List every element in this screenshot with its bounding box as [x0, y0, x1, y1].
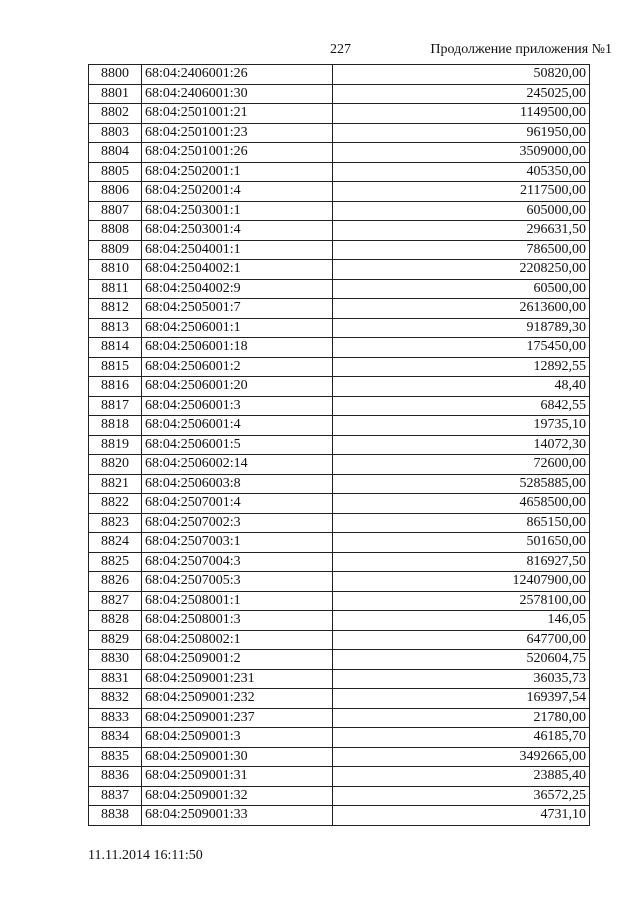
cadastral-value: 245025,00 [333, 84, 590, 104]
table-row [89, 279, 590, 299]
cadastral-number: 68:04:2504001:1 [142, 240, 333, 260]
cadastral-value-table [88, 64, 590, 826]
table-row [89, 221, 590, 241]
page-number: 227 [330, 42, 351, 57]
cadastral-value: 605000,00 [333, 201, 590, 221]
cadastral-number: 68:04:2506001:20 [142, 377, 333, 397]
cadastral-value: 36035,73 [333, 669, 590, 689]
cadastral-number: 68:04:2506001:18 [142, 338, 333, 358]
cadastral-number: 68:04:2505001:7 [142, 299, 333, 319]
cadastral-value: 5285885,00 [333, 474, 590, 494]
row-number: 8836 [89, 767, 142, 787]
cadastral-number: 68:04:2509001:3 [142, 728, 333, 748]
table-row [89, 728, 590, 748]
row-number: 8838 [89, 806, 142, 826]
cadastral-number: 68:04:2504002:1 [142, 260, 333, 280]
table-row [89, 377, 590, 397]
cadastral-value: 1149500,00 [333, 104, 590, 124]
cadastral-value: 2613600,00 [333, 299, 590, 319]
row-number: 8835 [89, 747, 142, 767]
table-row [89, 494, 590, 514]
table-row [89, 513, 590, 533]
row-number: 8825 [89, 552, 142, 572]
table-row [89, 416, 590, 436]
table-row [89, 201, 590, 221]
cadastral-number: 68:04:2406001:30 [142, 84, 333, 104]
row-number: 8830 [89, 650, 142, 670]
cadastral-value: 2117500,00 [333, 182, 590, 202]
cadastral-number: 68:04:2509001:30 [142, 747, 333, 767]
table-row [89, 182, 590, 202]
row-number: 8809 [89, 240, 142, 260]
row-number: 8801 [89, 84, 142, 104]
continuation-title: Продолжение приложения №1 [430, 42, 612, 57]
cadastral-number: 68:04:2503001:4 [142, 221, 333, 241]
cadastral-number: 68:04:2508001:3 [142, 611, 333, 631]
table-row [89, 767, 590, 787]
cadastral-number: 68:04:2506001:5 [142, 435, 333, 455]
cadastral-number: 68:04:2504002:9 [142, 279, 333, 299]
cadastral-number: 68:04:2506001:2 [142, 357, 333, 377]
cadastral-number: 68:04:2506001:3 [142, 396, 333, 416]
table-row [89, 591, 590, 611]
row-number: 8813 [89, 318, 142, 338]
table-row [89, 611, 590, 631]
row-number: 8826 [89, 572, 142, 592]
cadastral-value: 961950,00 [333, 123, 590, 143]
cadastral-value: 865150,00 [333, 513, 590, 533]
row-number: 8827 [89, 591, 142, 611]
row-number: 8815 [89, 357, 142, 377]
table-row [89, 357, 590, 377]
table-row [89, 650, 590, 670]
table-row [89, 669, 590, 689]
table-row [89, 455, 590, 475]
cadastral-value: 2578100,00 [333, 591, 590, 611]
table-row [89, 65, 590, 85]
cadastral-number: 68:04:2502001:1 [142, 162, 333, 182]
row-number: 8824 [89, 533, 142, 553]
cadastral-value: 3509000,00 [333, 143, 590, 163]
cadastral-value: 21780,00 [333, 708, 590, 728]
cadastral-number: 68:04:2507002:3 [142, 513, 333, 533]
row-number: 8804 [89, 143, 142, 163]
cadastral-value: 296631,50 [333, 221, 590, 241]
cadastral-value: 6842,55 [333, 396, 590, 416]
table-row [89, 552, 590, 572]
row-number: 8807 [89, 201, 142, 221]
cadastral-number: 68:04:2509001:31 [142, 767, 333, 787]
row-number: 8800 [89, 65, 142, 85]
cadastral-value: 4658500,00 [333, 494, 590, 514]
row-number: 8810 [89, 260, 142, 280]
cadastral-number: 68:04:2507003:1 [142, 533, 333, 553]
cadastral-value: 816927,50 [333, 552, 590, 572]
table-row [89, 786, 590, 806]
row-number: 8818 [89, 416, 142, 436]
row-number: 8837 [89, 786, 142, 806]
table-body [89, 65, 590, 826]
row-number: 8834 [89, 728, 142, 748]
cadastral-number: 68:04:2507001:4 [142, 494, 333, 514]
cadastral-number: 68:04:2509001:231 [142, 669, 333, 689]
row-number: 8817 [89, 396, 142, 416]
cadastral-value: 4731,10 [333, 806, 590, 826]
cadastral-value: 14072,30 [333, 435, 590, 455]
table-row [89, 708, 590, 728]
row-number: 8833 [89, 708, 142, 728]
cadastral-value: 46185,70 [333, 728, 590, 748]
cadastral-number: 68:04:2509001:237 [142, 708, 333, 728]
cadastral-value: 647700,00 [333, 630, 590, 650]
cadastral-value: 72600,00 [333, 455, 590, 475]
cadastral-value: 501650,00 [333, 533, 590, 553]
cadastral-value: 3492665,00 [333, 747, 590, 767]
table-row [89, 806, 590, 826]
cadastral-value: 146,05 [333, 611, 590, 631]
cadastral-value: 12892,55 [333, 357, 590, 377]
cadastral-value: 50820,00 [333, 65, 590, 85]
cadastral-number: 68:04:2503001:1 [142, 201, 333, 221]
table-row [89, 474, 590, 494]
cadastral-number: 68:04:2501001:26 [142, 143, 333, 163]
table-row [89, 396, 590, 416]
cadastral-number: 68:04:2506001:1 [142, 318, 333, 338]
cadastral-value: 60500,00 [333, 279, 590, 299]
cadastral-number: 68:04:2509001:2 [142, 650, 333, 670]
row-number: 8814 [89, 338, 142, 358]
row-number: 8831 [89, 669, 142, 689]
cadastral-number: 68:04:2507004:3 [142, 552, 333, 572]
table-row [89, 162, 590, 182]
cadastral-value: 520604,75 [333, 650, 590, 670]
table-row [89, 240, 590, 260]
table-row [89, 104, 590, 124]
table-row [89, 84, 590, 104]
row-number: 8821 [89, 474, 142, 494]
table-row [89, 435, 590, 455]
cadastral-number: 68:04:2501001:23 [142, 123, 333, 143]
table-row [89, 338, 590, 358]
cadastral-number: 68:04:2506001:4 [142, 416, 333, 436]
row-number: 8832 [89, 689, 142, 709]
table-row [89, 747, 590, 767]
row-number: 8806 [89, 182, 142, 202]
cadastral-value: 48,40 [333, 377, 590, 397]
table-row [89, 299, 590, 319]
cadastral-value: 786500,00 [333, 240, 590, 260]
cadastral-value: 19735,10 [333, 416, 590, 436]
row-number: 8811 [89, 279, 142, 299]
row-number: 8828 [89, 611, 142, 631]
cadastral-value: 405350,00 [333, 162, 590, 182]
cadastral-value: 12407900,00 [333, 572, 590, 592]
row-number: 8822 [89, 494, 142, 514]
row-number: 8823 [89, 513, 142, 533]
cadastral-number: 68:04:2506003:8 [142, 474, 333, 494]
cadastral-value: 36572,25 [333, 786, 590, 806]
cadastral-value: 175450,00 [333, 338, 590, 358]
row-number: 8820 [89, 455, 142, 475]
row-number: 8816 [89, 377, 142, 397]
row-number: 8803 [89, 123, 142, 143]
cadastral-value: 169397,54 [333, 689, 590, 709]
table-row [89, 123, 590, 143]
row-number: 8802 [89, 104, 142, 124]
cadastral-value: 23885,40 [333, 767, 590, 787]
cadastral-number: 68:04:2509001:232 [142, 689, 333, 709]
cadastral-value: 2208250,00 [333, 260, 590, 280]
table-row [89, 143, 590, 163]
cadastral-number: 68:04:2508002:1 [142, 630, 333, 650]
row-number: 8819 [89, 435, 142, 455]
table-row [89, 318, 590, 338]
cadastral-number: 68:04:2509001:32 [142, 786, 333, 806]
row-number: 8808 [89, 221, 142, 241]
footer-timestamp: 11.11.2014 16:11:50 [88, 848, 203, 863]
table-row [89, 533, 590, 553]
cadastral-value: 918789,30 [333, 318, 590, 338]
row-number: 8829 [89, 630, 142, 650]
table-row [89, 260, 590, 280]
cadastral-number: 68:04:2506002:14 [142, 455, 333, 475]
cadastral-number: 68:04:2508001:1 [142, 591, 333, 611]
table-row [89, 572, 590, 592]
table-row [89, 630, 590, 650]
row-number: 8805 [89, 162, 142, 182]
cadastral-number: 68:04:2406001:26 [142, 65, 333, 85]
cadastral-number: 68:04:2502001:4 [142, 182, 333, 202]
cadastral-number: 68:04:2507005:3 [142, 572, 333, 592]
cadastral-number: 68:04:2509001:33 [142, 806, 333, 826]
table-row [89, 689, 590, 709]
cadastral-number: 68:04:2501001:21 [142, 104, 333, 124]
row-number: 8812 [89, 299, 142, 319]
